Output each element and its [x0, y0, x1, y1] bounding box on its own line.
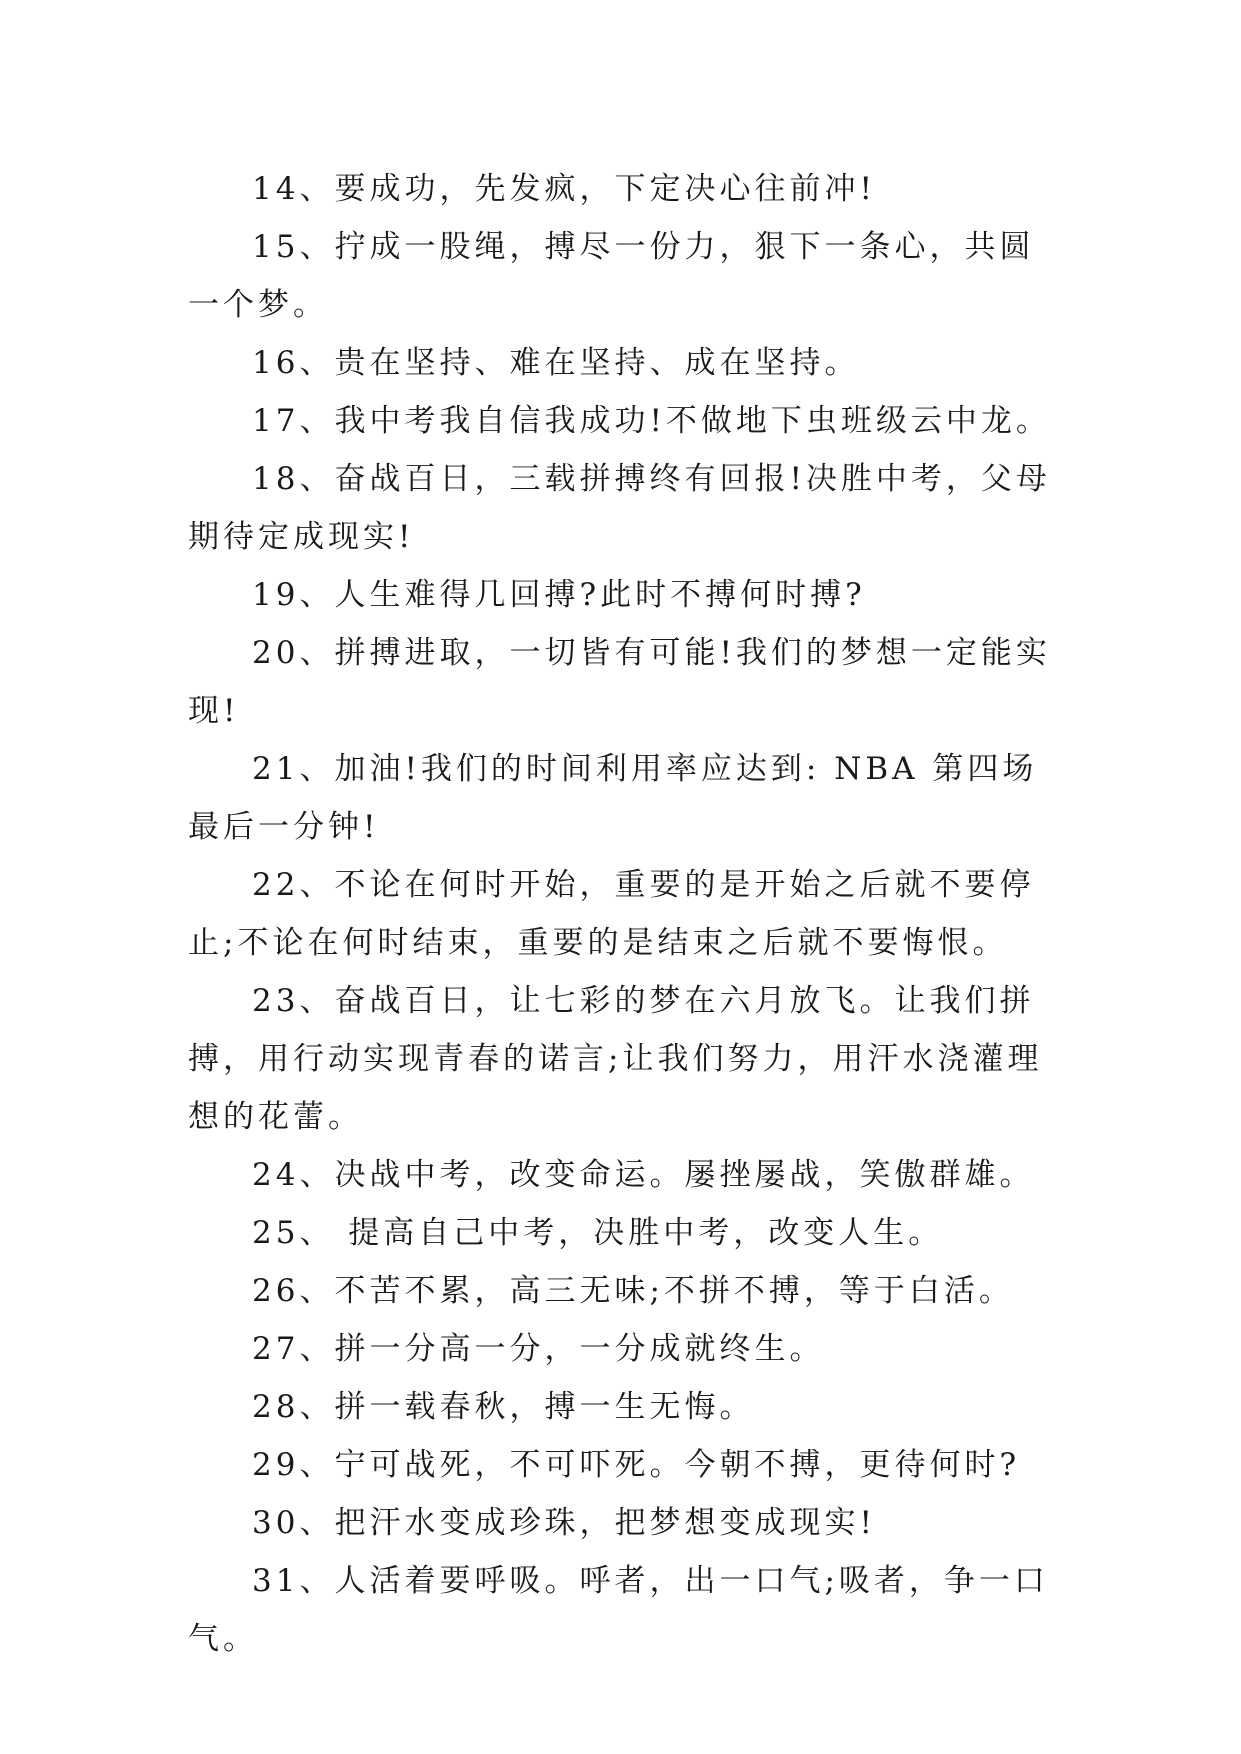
paragraph-19: 19、人生难得几回搏?此时不搏何时搏? [252, 577, 866, 613]
paragraph-14: 14、要成功，先发疯，下定决心往前冲! [252, 171, 876, 207]
paragraph-18: 18、奋战百日，三载拼搏终有回报!决胜中考，父母期待定成现实! [188, 461, 1051, 555]
document-body [188, 160, 1068, 1668]
paragraph-22: 22、不论在何时开始，重要的是开始之后就不要停止;不论在何时结束，重要的是结束之后就不要悔恨。 [188, 867, 1035, 961]
paragraph-25: 25、 提高自己中考，决胜中考，改变人生。 [252, 1215, 944, 1251]
paragraph-20: 20、拼搏进取，一切皆有可能!我们的梦想一定能实现! [188, 635, 1051, 729]
paragraph-27: 27、拼一分高一分，一分成就终生。 [252, 1331, 825, 1367]
paragraph-30: 30、把汗水变成珍珠，把梦想变成现实! [252, 1505, 876, 1541]
paragraph-29: 29、宁可战死，不可吓死。今朝不搏，更待何时? [252, 1447, 1021, 1483]
paragraph-17: 17、我中考我自信我成功!不做地下虫班级云中龙。 [252, 403, 1051, 439]
paragraph-28: 28、拼一载春秋，搏一生无悔。 [252, 1389, 755, 1425]
paragraph-15: 15、拧成一股绳，搏尽一份力，狠下一条心，共圆一个梦。 [188, 229, 1035, 323]
paragraph-21: 21、加油!我们的时间利用率应达到: NBA 第四场最后一分钟! [188, 751, 1038, 845]
paragraph-23: 23、奋战百日，让七彩的梦在六月放飞。让我们拼搏，用行动实现青春的诺言;让我们努力，用汗水浇灌理想的花蕾。 [188, 983, 1043, 1135]
paragraph-16: 16、贵在坚持、难在坚持、成在坚持。 [252, 345, 860, 381]
paragraph-31: 31、人活着要呼吸。呼者，出一口气;吸者，争一口气。 [188, 1563, 1049, 1657]
paragraph-24: 24、决战中考，改变命运。屡挫屡战，笑傲群雄。 [252, 1157, 1035, 1193]
paragraph-26: 26、不苦不累，高三无味;不拼不搏，等于白活。 [252, 1273, 1014, 1309]
